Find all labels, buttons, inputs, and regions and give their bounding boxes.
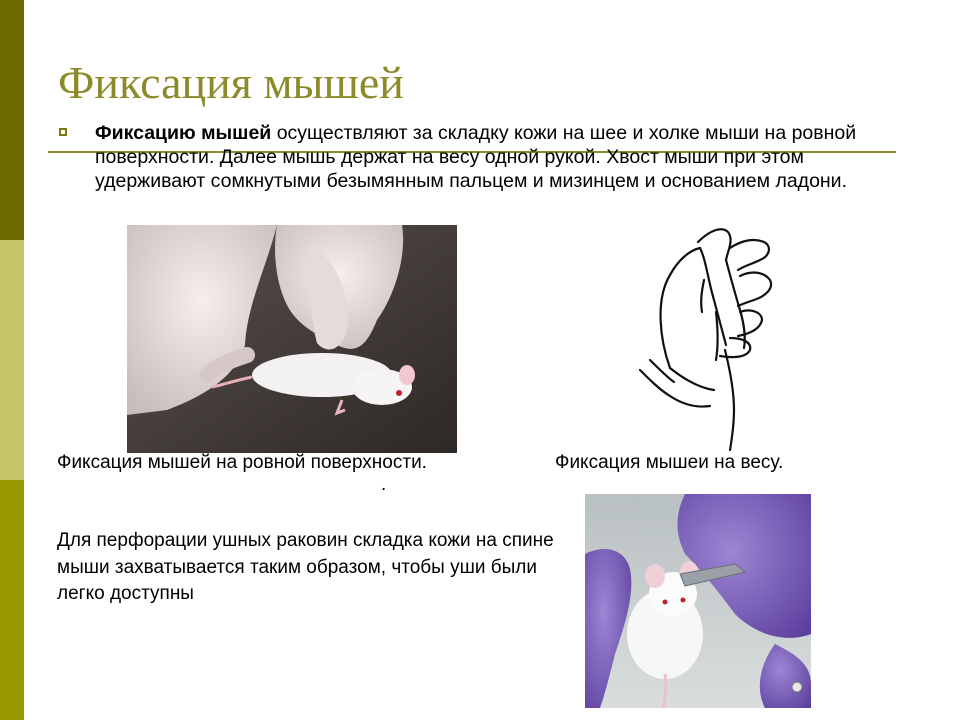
slide-title: Фиксация мышей xyxy=(58,57,404,108)
ear-punch-paragraph: Для перфорации ушных раковин складка кожи на спине мыши захватывается таким образом, чтобы уши были легко доступны xyxy=(57,530,554,604)
caption-held-aloft: Фиксация мышеи на весу. xyxy=(555,452,784,473)
bullet-marker-icon xyxy=(59,128,67,136)
side-bar-bottom xyxy=(0,480,24,720)
bullet-text xyxy=(95,121,875,193)
photo-mouse-flat-surface xyxy=(127,225,457,453)
side-bar-top xyxy=(0,0,24,240)
stray-dot: . xyxy=(381,474,387,495)
drawing-mouse-held-in-hand xyxy=(630,220,790,452)
photo-mouse-purple-gloves xyxy=(585,494,811,708)
caption-flat-surface: Фиксация мышей на ровной поверхности. xyxy=(57,452,427,473)
bullet-body: осуществляют за складку кожи на шее и холке мыши на ровной поверхности. Далее мышь держат на весу одной рукой. Хвост мыши при этом удерживают сомкнутыми безымянным пальцем и мизинцем и основанием ладони. xyxy=(95,122,857,192)
bullet-bold-lead: Фиксацию мышей xyxy=(95,122,272,144)
side-bar-middle xyxy=(0,240,24,480)
